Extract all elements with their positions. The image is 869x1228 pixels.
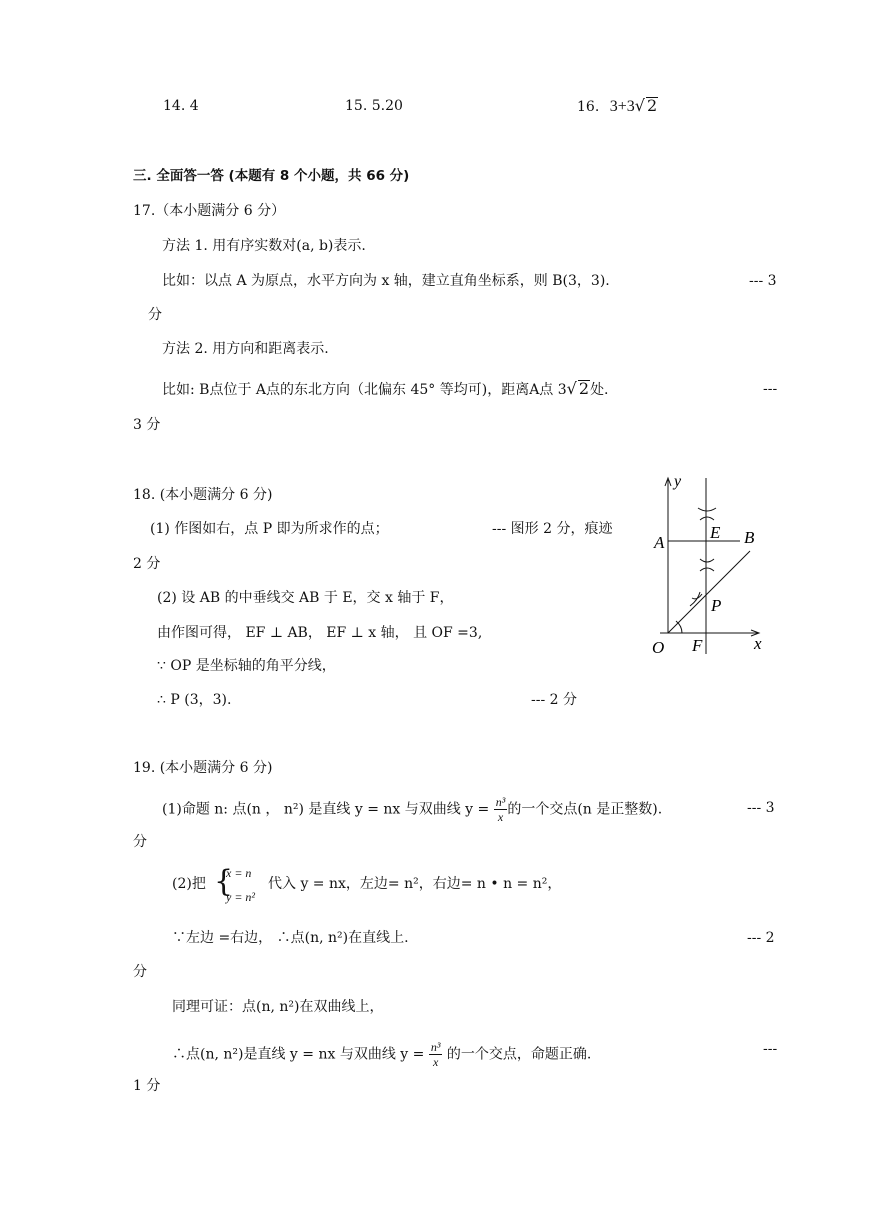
q19-part1-fraction — [494, 795, 508, 824]
q17-method2-tail: 处. — [590, 382, 609, 398]
q19-similar: 同理可证：点(n, n²)在双曲线上， — [172, 999, 384, 1015]
angle-bisector — [668, 551, 750, 633]
q19-part1-text: (1)命题 n: 点(n ， n²) 是直线 y = nx 与双曲线 y = — [162, 801, 490, 818]
q19-part1-score-unit: 分 — [133, 834, 147, 850]
q17-method1-score: --- 3 — [749, 273, 777, 289]
q17-method1-score-unit: 分 — [148, 307, 162, 323]
q19-conclude-tail: 的一个交点，命题正确. — [446, 1046, 592, 1063]
q19-part1-score: --- 3 — [747, 800, 775, 816]
answer-15: 15. 5.20 — [345, 98, 403, 114]
q19-conclude-text: ∴点(n, n²)是直线 y = nx 与双曲线 y = — [172, 1046, 425, 1063]
q19-part1-frac-den: x — [497, 810, 504, 824]
q19-because-score: --- 2 — [747, 930, 775, 946]
q17-method1-title: 方法 1. 用有序实数对(a, b)表示. — [162, 238, 366, 254]
label-f: F — [692, 636, 703, 655]
q17-method2-title: 方法 2. 用方向和距离表示. — [162, 341, 329, 357]
label-e: E — [710, 523, 721, 542]
label-b: B — [744, 528, 755, 547]
label-x: x — [754, 634, 762, 653]
q18-part1: (1) 作图如右，点 P 即为所求作的点； — [150, 521, 389, 537]
label-o: O — [652, 638, 665, 657]
label-a: A — [654, 533, 665, 552]
q19-part2-text: 代入 y = nx，左边= n²，右边= n • n = n²， — [268, 876, 562, 892]
q19-conclude-fraction — [429, 1040, 443, 1069]
q17-title: 17.（本小题满分 6 分） — [133, 203, 286, 219]
q18-line3: ∵ OP 是坐标轴的角平分线， — [157, 658, 336, 674]
section-heading: 三. 全面答一答 (本题有 8 个小题，共 66 分) — [133, 168, 410, 184]
arc-mark-7 — [676, 621, 682, 633]
arc-mark-2 — [700, 517, 714, 520]
q18-part1-score-cont: 2 分 — [133, 556, 161, 572]
answer-16: 16. 3+3√ 2 — [577, 96, 658, 115]
system-line-2: y = n² — [226, 890, 256, 904]
q17-method2-radicand: 2 — [578, 379, 590, 398]
answer-16-radicand: 2 — [646, 96, 658, 115]
q17-method2-score: --- — [763, 381, 778, 397]
q18-part1-score: --- 图形 2 分，痕迹 — [492, 521, 613, 537]
q19-because-score-unit: 分 — [133, 964, 147, 980]
arc-mark-1 — [698, 508, 716, 511]
q19-conclude-score-unit: 1 分 — [133, 1078, 161, 1094]
q18-part2: (2) 设 AB 的中垂线交 AB 于 E，交 x 轴于 F， — [157, 590, 454, 606]
q19-part1-tail: 的一个交点(n 是正整数). — [507, 801, 663, 818]
arc-mark-3 — [700, 559, 714, 562]
q19-conclude — [172, 1040, 591, 1069]
q17-method2-text: 比如: B点位于 A点的东北方向（北偏东 45° 等均可)，距离A点 3 — [162, 382, 567, 398]
q19-title: 19. (本小题满分 6 分) — [133, 760, 273, 776]
q19-conclude-score: --- — [763, 1041, 778, 1057]
q19-conclude-frac-den: x — [432, 1055, 439, 1069]
q18-line4: ∴ P (3，3). — [157, 692, 232, 708]
q19-because: ∵左边 =右边， ∴点(n, n²)在直线上. — [172, 930, 409, 946]
system-brace: { — [214, 864, 234, 899]
answer-16-number: 16. — [577, 99, 600, 115]
answer-16-value: 3+3 — [609, 98, 635, 115]
q18-line2: 由作图可得， EF ⊥ AB， EF ⊥ x 轴， 且 OF =3, — [157, 625, 483, 641]
label-p: P — [711, 596, 722, 615]
label-y: y — [674, 473, 682, 490]
system-line-1: x = n — [226, 866, 252, 880]
q17-method1-example: 比如：以点 A 为原点，水平方向为 x 轴，建立直角坐标系，则 B(3，3). — [162, 273, 610, 289]
q18-title: 18. (本小题满分 6 分) — [133, 487, 273, 503]
q18-line4-score: --- 2 分 — [531, 692, 577, 708]
q17-method2-example: 比如: B点位于 A点的东北方向（北偏东 45° 等均可)，距离A点 3√ 2处. — [162, 379, 609, 398]
q19-part2-lead: (2)把 — [172, 876, 206, 892]
q19-conclude-frac-num: n³ — [430, 1040, 441, 1054]
answer-14: 14. 4 — [163, 98, 199, 114]
construction-figure — [630, 468, 770, 658]
q17-method2-score-unit: 3 分 — [133, 417, 161, 433]
arc-mark-4 — [700, 568, 714, 571]
q19-part1 — [162, 795, 662, 824]
q19-part1-frac-num: n³ — [495, 795, 506, 809]
